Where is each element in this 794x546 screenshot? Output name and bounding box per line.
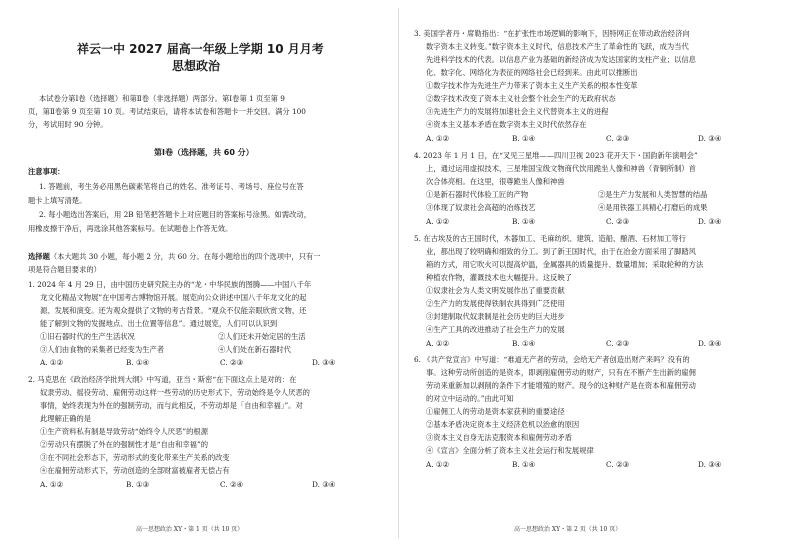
note-line: 题卡上填写清楚。 — [28, 196, 87, 205]
note-line: 用橡皮擦干净后，再选涂其他答案标号。在试题卷上作答无效。 — [28, 224, 233, 233]
question-3-statement: ③先进生产力的发展将加速社会主义代替资本主义的进程 — [426, 107, 609, 116]
question-3-statement: ①数字技术作为先进生产力带来了资本主义生产关系的根本性变革 — [426, 81, 638, 90]
question-5-line: 箱的方式，用它吹火可以提高炉温，金属器具的质量提升、数量增加；采取轮种的方法 — [426, 260, 704, 269]
q5-option-b: B. ①④ — [512, 339, 536, 348]
question-1-statement: ②人们还未开始定居的生活 — [218, 332, 306, 341]
section-intro — [28, 251, 321, 262]
question-4-statement: ③体现了奴隶社会高超的冶炼技艺 — [426, 203, 536, 212]
q2-option-c: C. ②④ — [220, 480, 244, 489]
q6-option-b: B. ①④ — [512, 460, 536, 469]
question-6-line: 劳动来重新加以剥削的条件下才能增殖的财产。现今的这种财产是在资本和雇佣劳动 — [426, 381, 696, 390]
page-footer: 高一思想政治 XY・第 1 页（共 10 页） — [136, 526, 244, 533]
q3-option-c: C. ②③ — [606, 134, 630, 143]
question-3-statement: ②数字技术改变了资本主义社会整个社会生产的无政府状态 — [426, 94, 616, 103]
notes-title: 注意事项： — [28, 167, 65, 176]
q2-option-a: A. ①② — [40, 480, 63, 489]
question-4-line: 次合体亮相。在这里，很尊跪坐人像和神兽 — [426, 177, 565, 186]
page-footer: 高一思想政治 XY・第 2 页（共 10 页） — [514, 526, 622, 533]
question-2-line: 奴隶劳动、徭役劳动、雇佣劳动这样一些劳动的历史形式下，劳动始终是令人厌恶的 — [40, 388, 310, 397]
question-6-line: 事。这种劳动所创造的是资本，即剥削雇佣劳动的财产，只有在不断产生出新的雇佣 — [426, 368, 696, 377]
q1-option-c: C. ②③ — [220, 358, 244, 367]
subject-title: 思想政治 — [172, 59, 221, 73]
q1-option-b: B. ①④ — [126, 358, 150, 367]
intro-line: 分，考试用时 90 分钟。 — [28, 120, 108, 129]
question-5-statement: ③封建制取代奴隶制是社会历史的巨大进步 — [426, 312, 565, 321]
question-3-line: 化、数字化、网络化为表征的网络社会已经到来。由此可以推断出 — [426, 68, 638, 77]
page-divider — [398, 8, 399, 538]
intro-line: 页，第Ⅱ卷第 9 页至第 10 页。考试结束后，请将本试卷和答题卡一并交回。满分 100 — [28, 107, 306, 116]
section-text-line: 项是符合题目要求的） — [28, 265, 101, 274]
q4-option-d: D. ③④ — [698, 217, 722, 226]
exam-page-2 — [402, 0, 794, 546]
question-3-line: 数字资本主义转变。”数字资本主义时代，信息技术产生了革命性的飞跃，成为当代 — [426, 42, 689, 51]
question-5-line: 种植农作物，灌溉技术也大幅提升。这反映了 — [426, 273, 572, 282]
question-2-line: 2. 马克思在《政治经济学批判大纲》中写道，亚当・斯密“在下面这点上是对的：在 — [28, 375, 297, 384]
question-4-statement: ①是新石器时代体验工匠的产物 — [426, 190, 529, 199]
question-1-line: 能了解到文物的发掘地点、出土位置等信息”。通过展览，人们可以认识到 — [40, 319, 278, 328]
question-3-line: 先进科学技术的代表。以信息产业为基础的新经济成为发达国家的支柱产业；以信息 — [426, 55, 696, 64]
question-6-statement: ④《宣言》全面分析了资本主义社会运行和发展规律 — [426, 446, 594, 455]
q6-option-c: C. ②③ — [606, 460, 630, 469]
q2-option-d: D. ③④ — [312, 480, 336, 489]
q4-option-a: A. ①② — [426, 217, 449, 226]
question-2-statement: ①生产资料私有制是导致劳动“始终令人厌恶”的根源 — [40, 427, 208, 436]
question-6-line: 的对立中运动的。”由此可知 — [426, 394, 514, 403]
question-4-line: 上，通过运用虚拟技术，三星堆国宝级文物商代饮用跪坐人像和神兽（青铜所制）首 — [426, 164, 696, 173]
question-3-statement: ④资本主义基本矛盾在数字资本主义时代依然存在 — [426, 120, 587, 129]
question-1-line: 源、发展和演变。还为观众提供了文物的考古背景。“观众不仅能亲眼欣赏文物，还 — [40, 306, 307, 315]
q1-option-d: D. ③④ — [312, 358, 336, 367]
question-1-statement: ③人们由食物的采集者已经变为生产者 — [40, 345, 165, 354]
q5-option-d: D. ③④ — [698, 339, 722, 348]
question-2-statement: ④在雇佣劳动形式下，劳动创造的全部财富被雇者无偿占有 — [40, 466, 230, 475]
part1-title: 第Ⅰ卷（选择题，共 60 分） — [154, 148, 254, 157]
question-5-line: 5. 在古埃及的古王国时代，木器加工、毛麻纺织、建筑、造船、酿酒、石材加工等行 — [414, 234, 686, 243]
question-2-line: 此理解正确的是 — [40, 414, 92, 423]
question-2-statement: ②劳动只有摆脱了外在的强制性才是“自由和幸福”的 — [40, 440, 208, 449]
note-line: 1. 答题前，考生务必用黑色碳素笔将自己的姓名、准考证号、考场号、座位号在答 — [39, 182, 304, 191]
section-label: 选择题 — [28, 252, 50, 261]
question-6-statement: ③资本主义自身无法克服资本和雇佣劳动矛盾 — [426, 433, 572, 442]
q6-option-d: D. ③④ — [698, 460, 722, 469]
question-6-line: 6. 《共产党宣言》中写道：“难道无产者的劳动，会给无产者创造出财产来吗？没有的 — [414, 355, 690, 364]
q5-option-a: A. ①② — [426, 339, 449, 348]
question-1-statement: ①旧石器时代的生产生活状况 — [40, 332, 135, 341]
question-3-line: 3. 美国学者丹・席勒指出：“在扩张性市场逻辑的影响下，因特网正在带动政治经济向 — [414, 29, 690, 38]
section-text: （本大题共 30 小题，每小题 2 分，共 60 分。在每小题给出的四个选项中，只有一 — [49, 252, 321, 261]
question-1-line: 龙文化精品文物展”在中国考古博物馆开展。展览向公众讲述中国八千年龙文化的起 — [40, 293, 307, 302]
question-6-statement: ①雇佣工人的劳动是资本家获利的重要途径 — [426, 407, 565, 416]
question-6-statement: ②基本矛盾决定资本主义经济危机以治愈的原因 — [426, 420, 580, 429]
question-5-statement: ②生产力的发展使得铁制农具得到广泛使用 — [426, 299, 565, 308]
intro-line: 本试卷分第Ⅰ卷（选择题）和第Ⅱ卷（非选择题）两部分。第Ⅰ卷第 1 页至第 9 — [39, 94, 285, 103]
note-line: 2. 每小题选出答案后，用 2B 铅笔把答题卡上对应题目的答案标号涂黑。如需改动， — [39, 210, 312, 219]
q1-option-a: A. ①② — [40, 358, 63, 367]
question-2-statement: ③在不同社会形态下，劳动形式的变化带来生产关系的改变 — [40, 453, 230, 462]
q3-option-d: D. ③④ — [698, 134, 722, 143]
question-5-statement: ①奴隶社会为人类文明发展作出了重要贡献 — [426, 286, 565, 295]
question-5-line: 业，都出现了较明确和细致的分工。到了新王国时代，由于在冶金方面采用了脚踏风 — [426, 247, 696, 256]
exam-title: 祥云一中 2027 届高一年级上学期 10 月月考 — [77, 42, 324, 56]
question-1-statement: ④人们处在新石器时代 — [218, 345, 291, 354]
q5-option-c: C. ②③ — [606, 339, 630, 348]
question-4-statement: ④是用铁器工具精心打磨后的成果 — [598, 203, 708, 212]
q4-option-c: C. ②③ — [606, 217, 630, 226]
q6-option-a: A. ①② — [426, 460, 449, 469]
q2-option-b: B. ①③ — [126, 480, 150, 489]
q4-option-b: B. ①④ — [512, 217, 536, 226]
question-1-line: 1. 2024 年 4 月 29 日，由中国历史研究院主办的“龙・中华民族的图腾——中国八千年 — [28, 280, 312, 289]
q3-option-a: A. ①② — [426, 134, 449, 143]
question-4-line: 4. 2023 年 1 月 1 日，在“叉见三星堆——四川卫视 2023 花开天下・国韵新年演唱会” — [414, 151, 698, 160]
q3-option-b: B. ①④ — [512, 134, 536, 143]
question-5-statement: ④生产工具的改进推动了社会生产力的发展 — [426, 325, 565, 334]
question-4-statement: ②是生产力发展和人类智慧的结晶 — [598, 190, 708, 199]
question-2-line: 事情，始终表现为外在的强制劳动，而与此相反，不劳动却是「自由和幸福」”。对 — [40, 401, 303, 410]
